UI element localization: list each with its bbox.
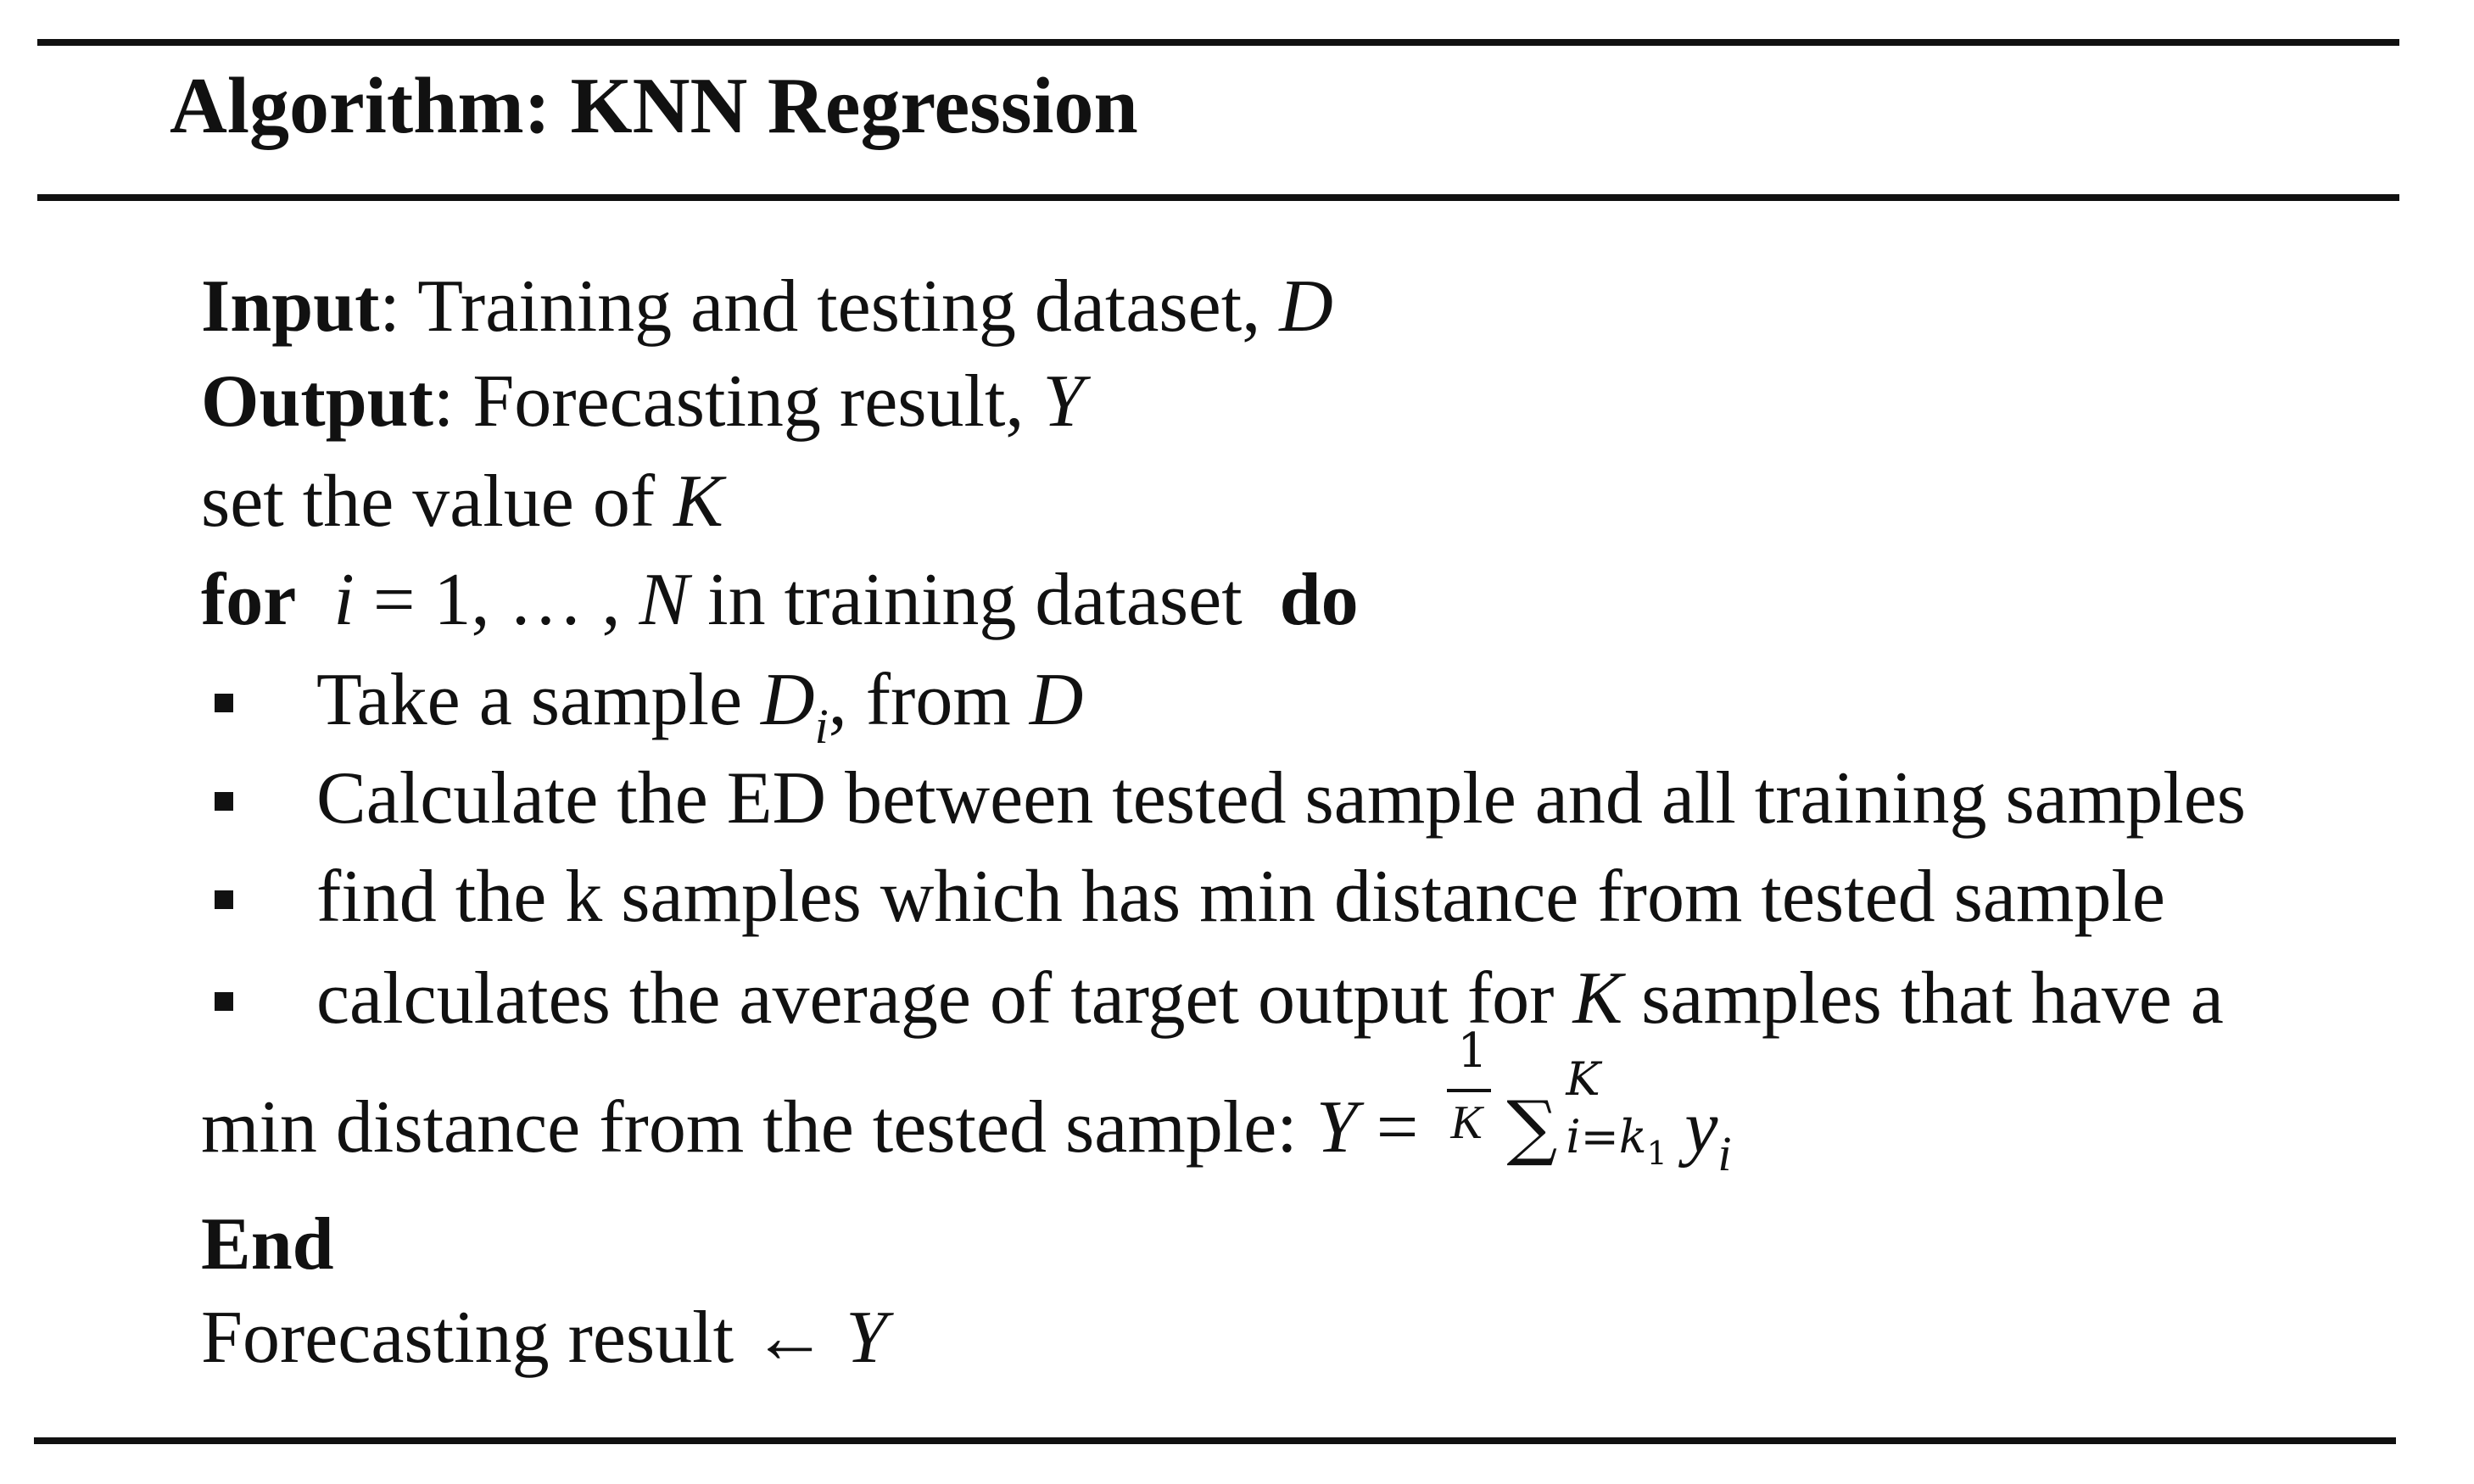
input-text: : Training and testing dataset, (379, 265, 1280, 348)
sum-lower-text: i=k (1566, 1110, 1647, 1163)
formula-lhs: Y (1315, 1086, 1358, 1169)
for-range: = 1, … , (354, 559, 639, 641)
rule-bottom (34, 1437, 2396, 1444)
bullet-icon (215, 992, 233, 1011)
result-text: Forecasting result ← (201, 1297, 846, 1379)
for-var-i: i (333, 559, 355, 641)
formula-term: y (1684, 1086, 1718, 1169)
input-label: Input (201, 265, 380, 348)
output-var: Y (1042, 360, 1085, 443)
formula-line (201, 1024, 1732, 1181)
sigma-symbol: ∑ (1506, 1085, 1558, 1169)
input-var: D (1279, 265, 1333, 348)
for-var-n: N (639, 559, 690, 641)
output-label: Output (201, 360, 433, 443)
step-4-after: samples that have a (1622, 957, 2224, 1040)
formula-fraction (1447, 1024, 1491, 1152)
step-4-before: calculates the average of target output for (316, 957, 1573, 1040)
step-1-before: Take a sample (316, 659, 762, 741)
end-keyword: End (201, 1203, 334, 1286)
result-var: Y (846, 1297, 888, 1379)
set-k-line (201, 460, 723, 543)
result-line (201, 1297, 888, 1379)
continuation-text: min distance from the tested sample: (201, 1086, 1316, 1169)
rule-top (37, 39, 2399, 46)
step-text-2: Calculate the ED between tested sample and all training samples (316, 757, 2247, 840)
sum-lower-sub: 1 (1646, 1135, 1667, 1172)
set-k-text: set the value of (201, 460, 674, 543)
summation-icon (1506, 1052, 1667, 1172)
step-text-3: find the k samples which has min distance from tested sample (316, 856, 2165, 938)
for-text: in training dataset (689, 559, 1243, 641)
formula (1315, 1024, 1732, 1181)
step-1-var: D (761, 659, 815, 741)
step-4-var: K (1572, 957, 1623, 1040)
output-text: : Forecasting result, (433, 360, 1043, 443)
step-text-1 (316, 659, 1084, 754)
set-k-var: K (673, 460, 723, 543)
do-keyword: do (1279, 559, 1359, 641)
fraction-bar (1447, 1089, 1491, 1092)
step-text-4 (316, 957, 2224, 1040)
algorithm-title: Algorithm: KNN Regression (170, 62, 1138, 150)
for-line (201, 559, 1359, 641)
sum-upper-limit: K (1566, 1052, 1600, 1106)
step-1-sub: i (814, 699, 829, 754)
for-keyword: for (201, 559, 297, 641)
output-line (201, 360, 1085, 443)
fraction-numerator: 1 (1457, 1024, 1488, 1079)
formula-term-sub: i (1717, 1126, 1732, 1181)
bullet-icon (215, 792, 233, 811)
sum-lower-limit (1566, 1110, 1667, 1172)
fraction-denominator: K (1450, 1096, 1483, 1149)
input-line (201, 265, 1333, 348)
formula-eq: = (1357, 1086, 1438, 1169)
bullet-icon (215, 890, 233, 909)
step-1-after: , from (828, 659, 1030, 741)
step-1-var2: D (1029, 659, 1084, 741)
bullet-icon (215, 694, 233, 712)
rule-middle (37, 194, 2399, 201)
